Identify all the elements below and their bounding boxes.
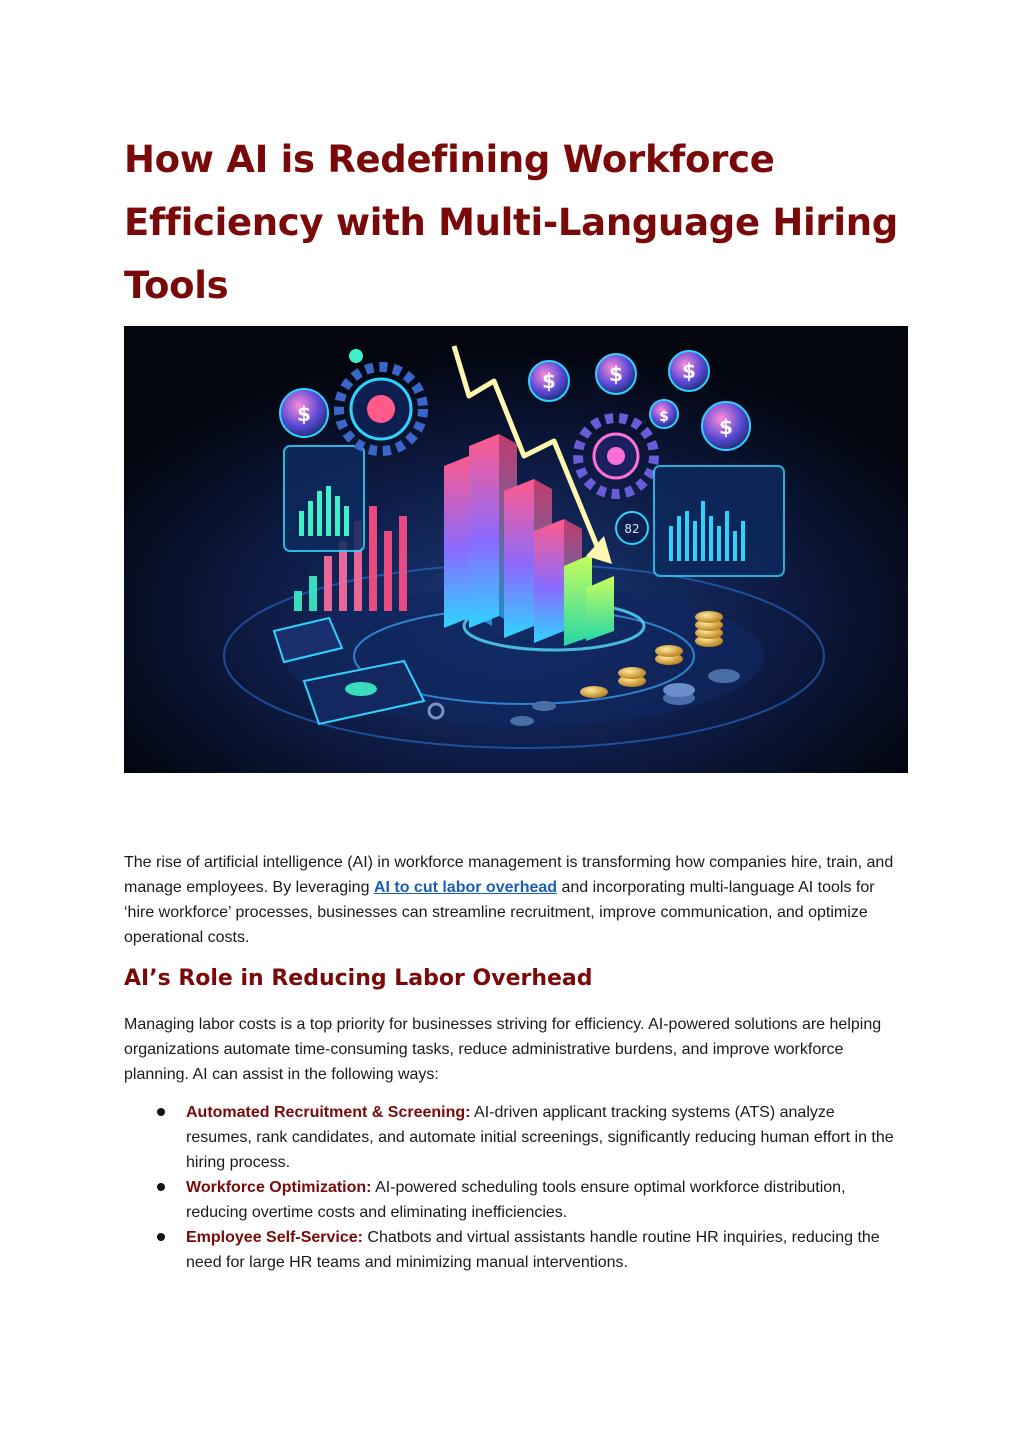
bullet-icon [157,1108,165,1116]
svg-text:$: $ [609,362,623,386]
bullet-term: Employee Self-Service: [186,1229,363,1246]
hero-gauge-label: 82 [624,522,640,536]
list-item [124,1225,904,1275]
svg-text:$: $ [659,409,669,425]
list-item [124,1175,904,1225]
bullet-term: Workforce Optimization: [186,1179,372,1196]
svg-text:$: $ [682,359,696,383]
svg-text:$: $ [297,402,311,426]
benefits-list [124,1100,904,1275]
bullet-text: Chatbots and virtual assistants handle routine HR inquiries, reducing the need for large HR teams and minimizing manual interventions. [186,1229,880,1271]
bullet-icon [157,1233,165,1241]
svg-text:$: $ [719,415,733,439]
section-heading: AI’s Role in Reducing Labor Overhead [124,966,593,991]
list-item [124,1100,904,1175]
intro-text-after-link: and incorporating multi-language AI tools for ‘hire workforce’ processes, businesses can streamline recruitment, improve communication, and optimize operational costs. [124,879,875,946]
intro-text-before-link: The rise of artificial intelligence (AI) in workforce management is transforming how companies hire, train, and manage employees. By leveraging [124,854,894,896]
bullet-term: Automated Recruitment & Screening: [186,1104,471,1121]
bullet-text: AI-driven applicant tracking systems (ATS) analyze resumes, rank candidates, and automate initial screenings, significantly reducing human effort in the hiring process. [186,1104,894,1171]
bullet-text: AI-powered scheduling tools ensure optimal workforce distribution, reducing overtime costs and eliminating inefficiencies. [186,1179,846,1221]
page-title: How AI is Redefining Workforce Efficiency with Multi-Language Hiring Tools [124,138,898,307]
section-paragraph: Managing labor costs is a top priority for businesses striving for efficiency. AI-powered solutions are helping organizations automate time-consuming tasks, reduce administrative burdens, and improve workforce planning. AI can assist in the following ways: [124,1016,882,1083]
bullet-icon [157,1183,165,1191]
intro-paragraph [124,850,904,950]
labor-overhead-link[interactable]: AI to cut labor overhead [373,879,558,896]
svg-text:$: $ [542,369,556,393]
hero-illustration [124,326,908,773]
